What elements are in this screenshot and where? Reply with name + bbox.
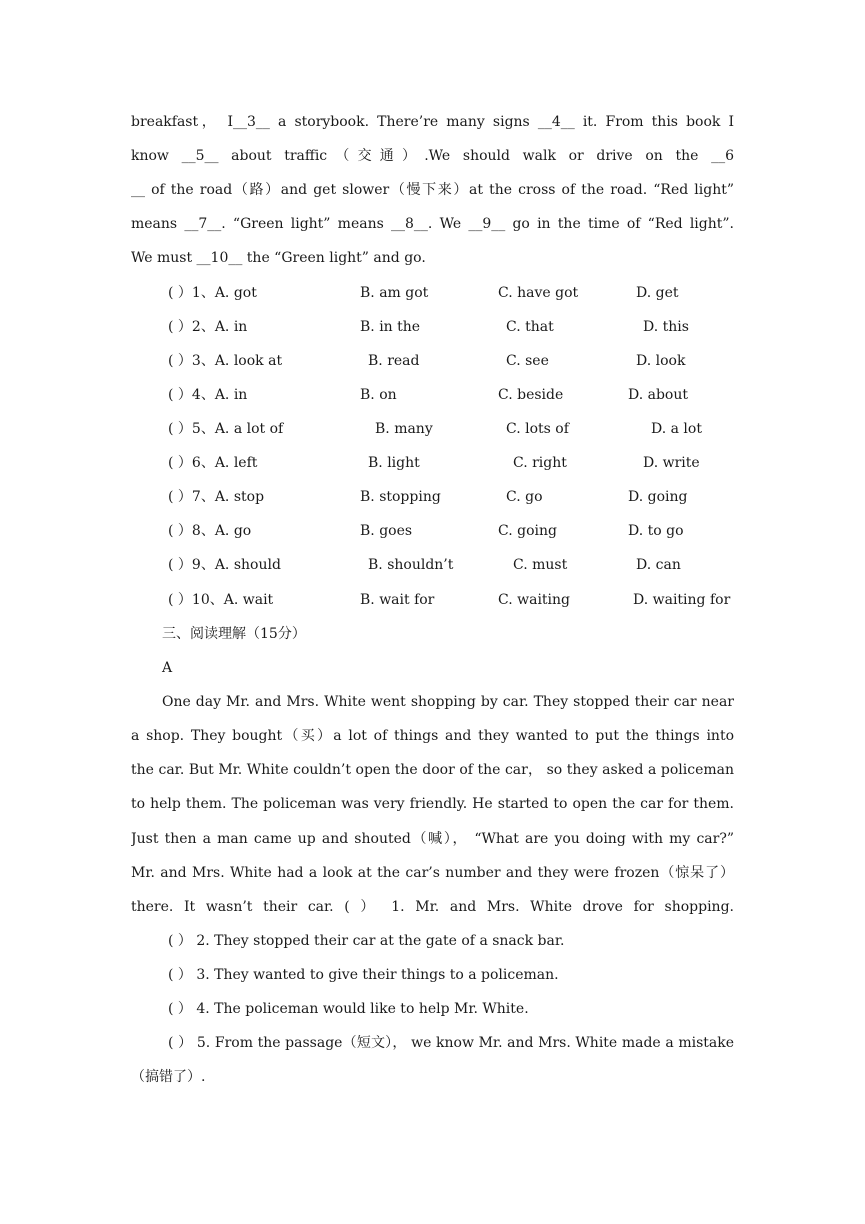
option-row: [162, 385, 742, 405]
passage-line: the car. But Mr. White couldn’t open the door of the car， so they asked a policeman: [131, 762, 734, 778]
option-a: ( ）4、A. in: [168, 387, 248, 403]
option-d: D. waiting for: [633, 592, 731, 608]
passage-line: One day Mr. and Mrs. White went shopping by car. They stopped their car near: [162, 694, 734, 710]
option-b: B. read: [368, 353, 420, 369]
option-d: D. to go: [628, 523, 684, 539]
option-c: C. lots of: [506, 421, 569, 437]
cloze-line: means __7__. “Green light” means __8__. We __9__ go in the time of “Red light”.: [131, 216, 734, 232]
option-b: B. wait for: [360, 592, 435, 608]
passage-line: Just then a man came up and shouted（喊）， “What are you doing with my car?”: [131, 831, 734, 847]
cloze-line: __ of the road（路）and get slower（慢下来）at the cross of the road. “Red light”: [131, 182, 734, 198]
option-c: C. right: [513, 455, 567, 471]
option-c: C. go: [506, 489, 543, 505]
option-a: ( ）5、A. a lot of: [168, 421, 284, 437]
question-item: ( ） 5. From the passage（短文）， we know Mr. and Mrs. White made a mistake: [168, 1035, 734, 1051]
cloze-line: We must __10__ the “Green light” and go.: [131, 250, 426, 266]
option-a: ( ）6、A. left: [168, 455, 258, 471]
option-row: [162, 419, 742, 439]
option-a: ( ）2、A. in: [168, 319, 248, 335]
option-a: ( ）3、A. look at: [168, 353, 283, 369]
option-b: B. in the: [360, 319, 421, 335]
option-d: D. about: [628, 387, 689, 403]
question-item: ( ） 2. They stopped their car at the gate of a snack bar.: [168, 933, 565, 949]
option-c: C. have got: [498, 285, 579, 301]
passage-line: to help them. The policeman was very friendly. He started to open the car for them.: [131, 796, 734, 812]
option-b: B. goes: [360, 523, 413, 539]
option-a: ( ）10、A. wait: [168, 592, 274, 608]
option-a: ( ）8、A. go: [168, 523, 252, 539]
option-c: C. going: [498, 523, 557, 539]
option-row: [162, 590, 742, 610]
option-a: ( ）7、A. stop: [168, 489, 265, 505]
option-row: [162, 487, 742, 507]
option-c: C. beside: [498, 387, 564, 403]
option-d: D. get: [636, 285, 679, 301]
option-d: D. a lot: [651, 421, 702, 437]
option-d: D. going: [628, 489, 688, 505]
option-c: C. waiting: [498, 592, 571, 608]
option-row: [162, 555, 742, 575]
option-c: C. see: [506, 353, 549, 369]
cloze-line: breakfast， I__3__ a storybook. There’re many signs __4__ it. From this book I: [131, 114, 734, 130]
question-item: ( ） 4. The policeman would like to help Mr. White.: [168, 1001, 529, 1017]
passage-line: a shop. They bought（买）a lot of things and they wanted to put the things into: [131, 728, 734, 744]
option-row: [162, 351, 742, 371]
option-b: B. shouldn’t: [368, 557, 454, 573]
option-row: [162, 317, 742, 337]
question-item: ( ） 3. They wanted to give their things to a policeman.: [168, 967, 559, 983]
option-a: ( ）9、A. should: [168, 557, 281, 573]
option-row: [162, 453, 742, 473]
passage-label: A: [162, 660, 173, 676]
option-row: [162, 521, 742, 541]
option-d: D. write: [643, 455, 700, 471]
option-b: B. many: [375, 421, 433, 437]
option-d: D. look: [636, 353, 686, 369]
option-d: D. this: [643, 319, 689, 335]
passage-line: Mr. and Mrs. White had a look at the car’s number and they were frozen（惊呆了）: [131, 865, 734, 881]
question-item-continuation: （搞错了）.: [131, 1069, 206, 1085]
section-title: 三、阅读理解（15分）: [162, 626, 306, 642]
option-a: ( ）1、A. got: [168, 285, 257, 301]
passage-line: there. It wasn’t their car. ( ） 1. Mr. and Mrs. White drove for shopping.: [131, 899, 734, 915]
option-b: B. am got: [360, 285, 429, 301]
option-d: D. can: [636, 557, 681, 573]
cloze-line: know __5__ about traffic（交通）.We should walk or drive on the __6: [131, 148, 734, 164]
option-b: B. stopping: [360, 489, 441, 505]
option-c: C. that: [506, 319, 554, 335]
option-b: B. light: [368, 455, 420, 471]
option-row: [162, 283, 742, 303]
option-c: C. must: [513, 557, 568, 573]
option-b: B. on: [360, 387, 397, 403]
